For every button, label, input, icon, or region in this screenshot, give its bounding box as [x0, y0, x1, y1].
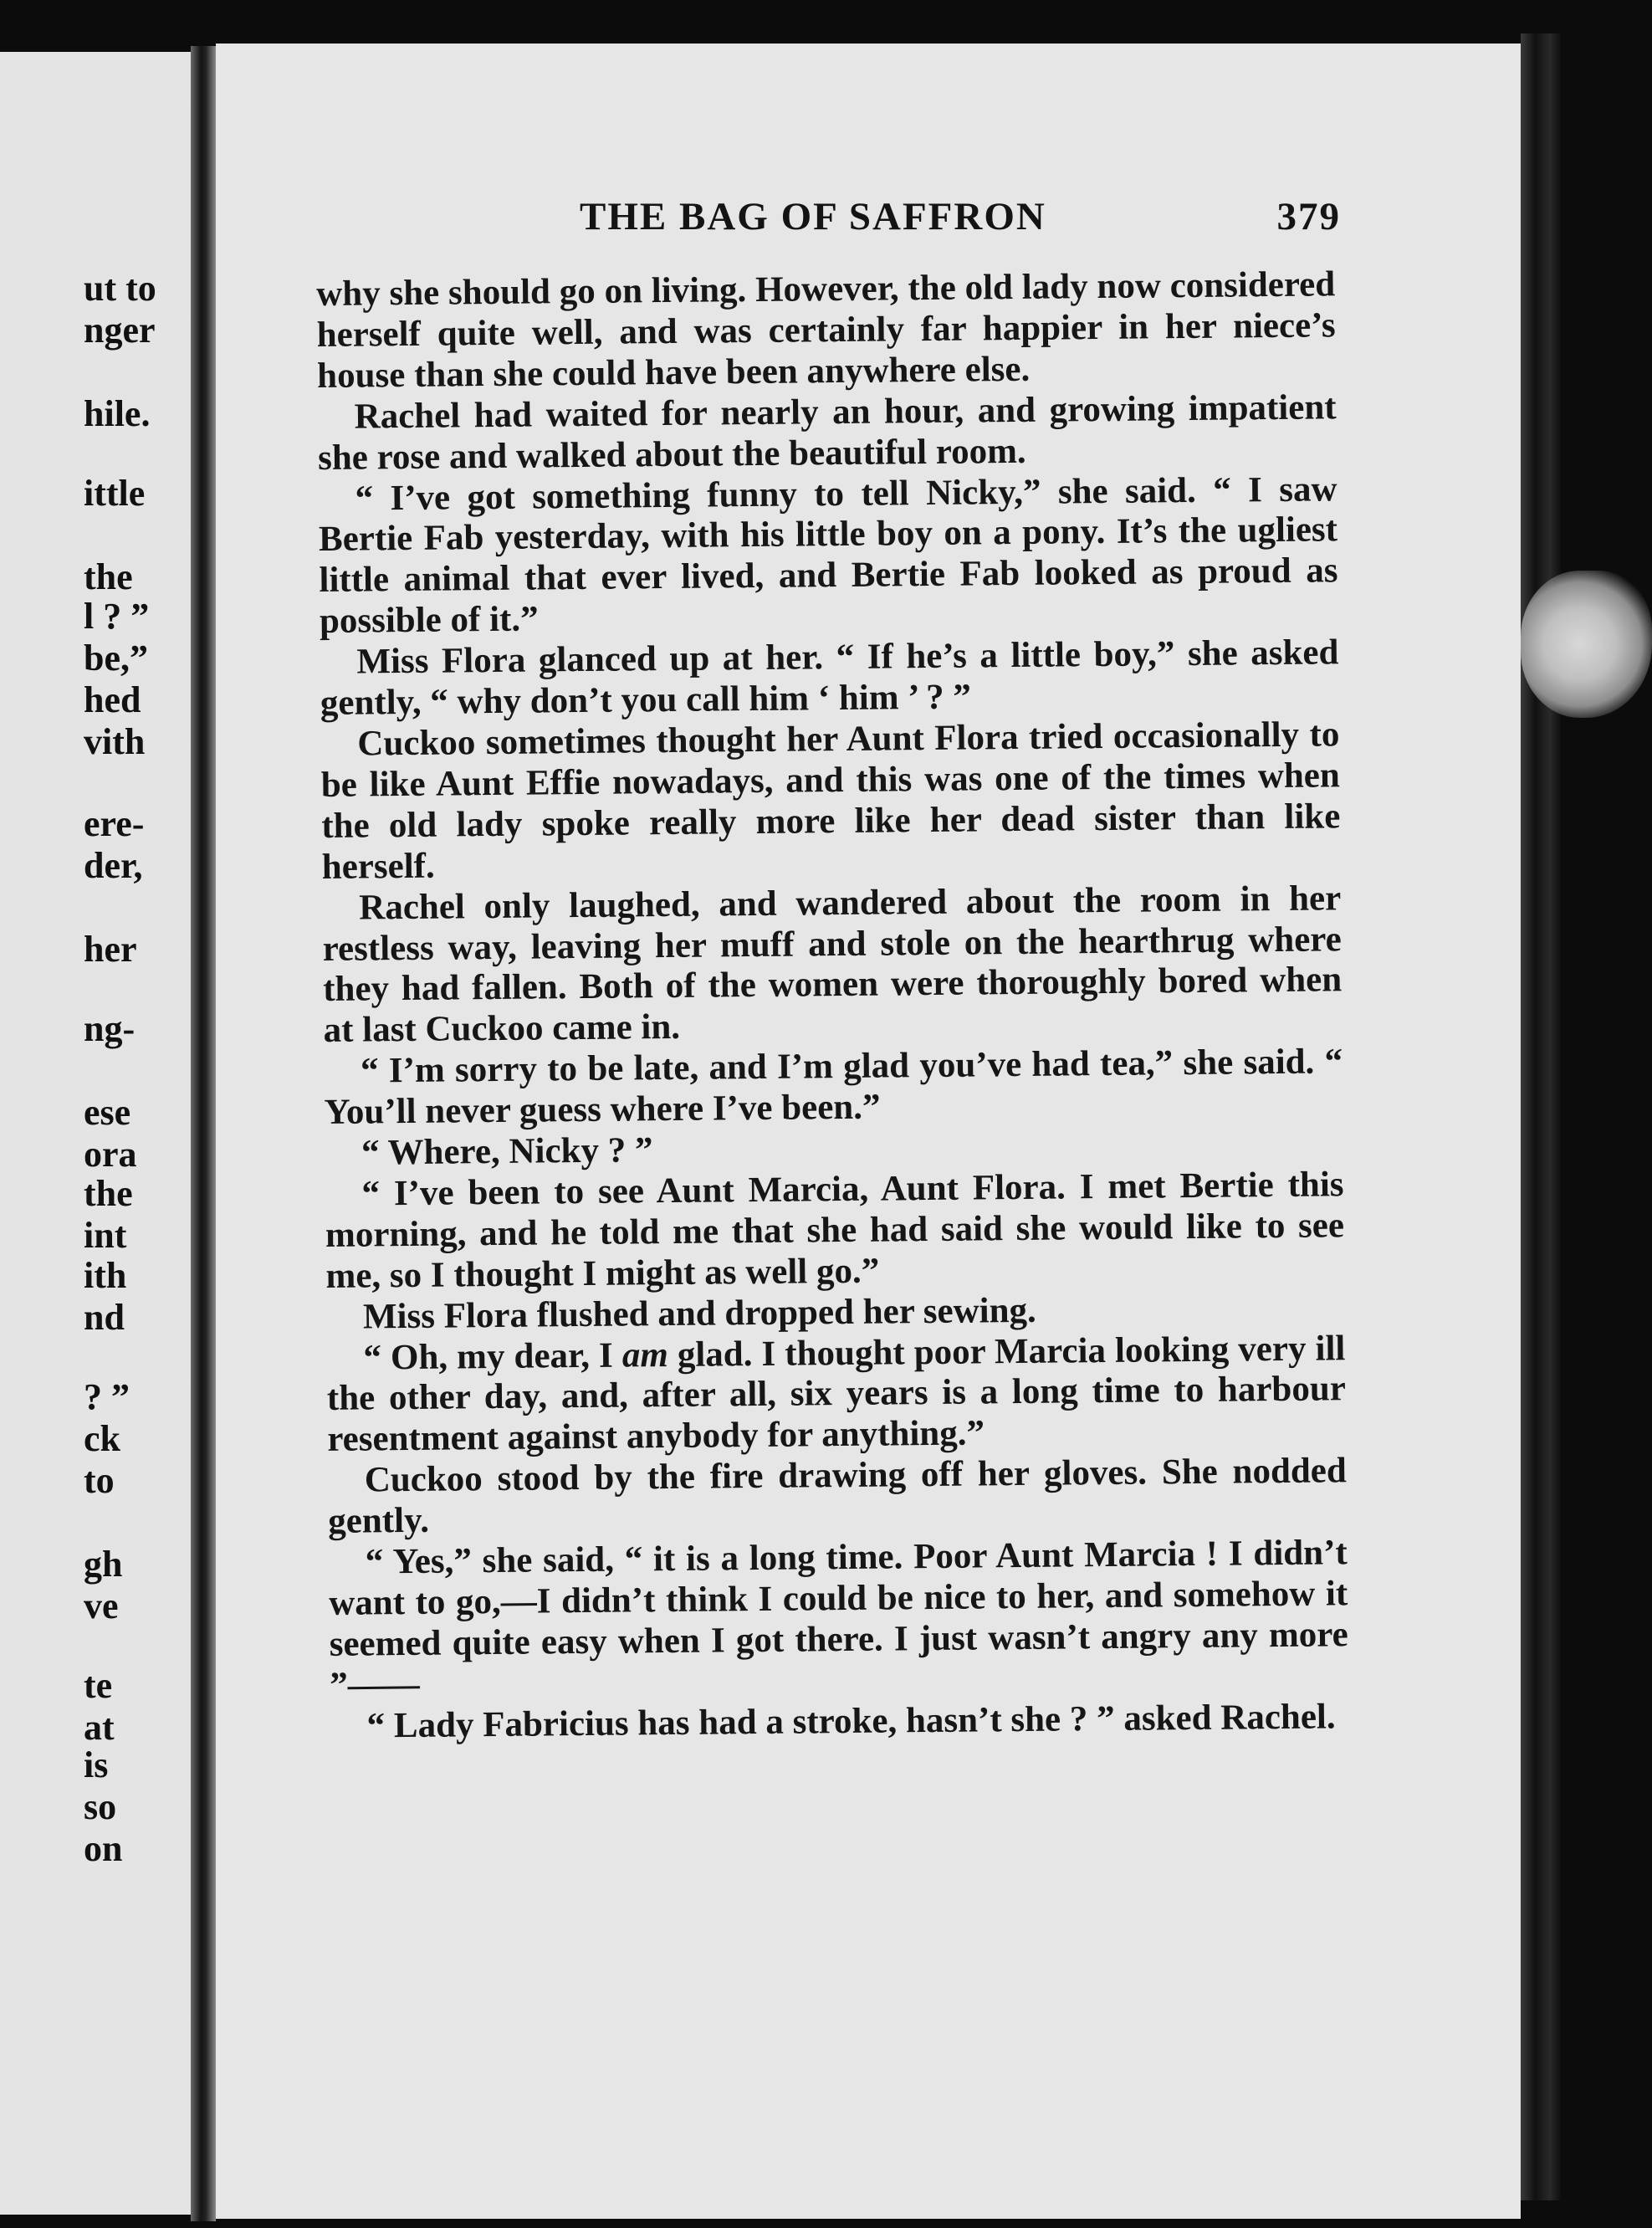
chapter-title: THE BAG OF SAFFRON — [580, 195, 1046, 238]
facing-page-fragment: be,” — [84, 638, 148, 679]
facing-page-fragment: ut to — [84, 268, 156, 309]
paragraph: Cuckoo sometimes thought her Aunt Flora tried occasionally to be like Aunt Effie nowadays, and this was one of the times when the old lady spoke really more like her dead sister than like herself. — [320, 714, 1341, 887]
facing-page-fragment: l ? ” — [84, 596, 150, 637]
paragraph: why she should go on living. However, the old lady now considered herself quite well, and was certainly far happier in her niece’s house than she could have been anywhere else. — [316, 264, 1336, 396]
facing-page-fragment: so — [84, 1786, 117, 1827]
paragraph-text: glad. I thought poor Marcia looking very ill the other day, and, after all, six years is a long time to harbour resentment against anybody for anything.” — [326, 1328, 1347, 1460]
paragraph: “ Yes,” she said, “ it is a long time. Poor Aunt Marcia ! I didn’t want to go,—I didn’t think I could be nice to her, and somehow it seemed quite easy when I got there. I just wasn’t angry any more ”—— — [329, 1533, 1348, 1705]
facing-page-fragment: ese — [84, 1092, 131, 1133]
facing-page-fragment: to — [84, 1460, 115, 1501]
facing-page-fragment: vith — [84, 721, 146, 762]
facing-page-fragment: gh — [84, 1544, 123, 1585]
facing-page-fragment: der, — [84, 845, 143, 886]
paragraph: Miss Flora flushed and dropped her sewing. — [362, 1290, 1036, 1337]
paragraph — [326, 1329, 1346, 1461]
facing-page-fragment: ng- — [84, 1008, 136, 1049]
body-text — [316, 264, 1349, 1747]
facing-page — [0, 52, 191, 2215]
facing-page-fragment: nger — [84, 310, 156, 351]
paragraph: “ I’ve been to see Aunt Marcia, Aunt Flora. I met Bertie this morning, and he told me that she had said she would like to see me, so I thought I might as well go.” — [325, 1165, 1345, 1296]
emphasis: am — [621, 1334, 668, 1375]
paragraph: “ I’ve got something funny to tell Nicky,” she said. “ I saw Bertie Fab yesterday, with his little boy on a pony. It’s the ugliest little animal that ever lived, and Bertie Fab looked as proud as possible of it.” — [318, 469, 1338, 642]
book-gutter — [191, 46, 216, 2221]
page-number: 379 — [1276, 195, 1341, 238]
running-head — [580, 194, 1366, 244]
facing-page-fragment: ith — [84, 1255, 127, 1296]
facing-page-fragment: ittle — [84, 473, 146, 514]
paragraph: Cuckoo stood by the fire drawing off her gloves. She nodded gently. — [328, 1451, 1348, 1542]
facing-page-fragment: the — [84, 556, 133, 597]
facing-page-fragment: ? ” — [84, 1376, 130, 1417]
facing-page-fragment: int — [84, 1215, 127, 1256]
paragraph: “ Where, Nicky ? ” — [361, 1130, 653, 1173]
paragraph: Miss Flora glanced up at her. “ If he’s a little boy,” she asked gently, “ why don’t you call him ‘ him ’ ? ” — [320, 633, 1339, 724]
paragraph-text: “ Oh, my dear, I — [363, 1335, 623, 1378]
page-edge — [1521, 33, 1562, 2200]
paragraph: Rachel had waited for nearly an hour, and growing impatient she rose and walked about the beautiful room. — [317, 387, 1337, 478]
facing-page-fragment: the — [84, 1173, 133, 1214]
paragraph: “ Lady Fabricius has had a stroke, hasn’t she ? ” asked Rachel. — [366, 1697, 1336, 1746]
facing-page-fragment: at — [84, 1707, 115, 1748]
facing-page-fragment: ck — [84, 1418, 120, 1459]
facing-page-fragment: te — [84, 1665, 113, 1706]
paragraph: Rachel only laughed, and wandered about the room in her restless way, leaving her muff and stole on the hearthrug where they had fallen. Both of the women were thoroughly bored when at last Cuckoo came in. — [322, 878, 1343, 1051]
facing-page-fragment: ve — [84, 1585, 119, 1626]
facing-page-fragment: is — [84, 1744, 109, 1785]
facing-page-fragment: ora — [84, 1134, 137, 1175]
facing-page-fragment: on — [84, 1828, 123, 1869]
facing-page-fragment: her — [84, 929, 137, 970]
facing-page-fragment: nd — [84, 1297, 125, 1338]
paper-smudge — [1521, 571, 1652, 718]
facing-page-fragment: hile. — [84, 393, 151, 434]
paragraph: “ I’m sorry to be late, and I’m glad you’ve had tea,” she said. “ You’ll never guess where I’ve been.” — [324, 1042, 1343, 1133]
facing-page-fragment: ere- — [84, 803, 145, 844]
facing-page-text — [0, 52, 191, 2215]
facing-page-fragment: hed — [84, 679, 141, 720]
